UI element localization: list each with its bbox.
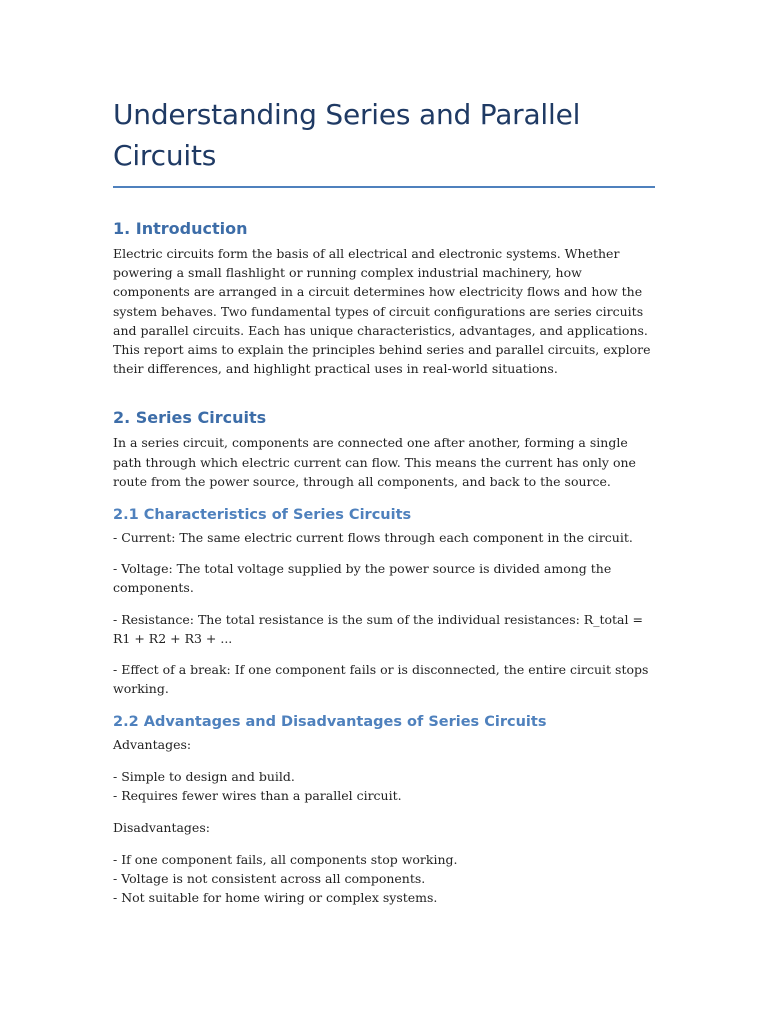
advantages-label: Advantages: xyxy=(113,737,192,753)
advantages-list xyxy=(113,767,655,806)
series-heading: 2. Series Circuits xyxy=(113,408,267,428)
document-title xyxy=(113,94,655,176)
characteristic-item: - Voltage: The total voltage supplied by the power source is divided among the components. xyxy=(113,561,612,596)
list-item: - Simple to design and build. xyxy=(113,768,295,784)
list-item: - Voltage is not consistent across all components. xyxy=(113,871,426,887)
list-item: - Not suitable for home wiring or complex systems. xyxy=(113,890,438,906)
title-line-2: Circuits xyxy=(113,139,217,172)
disadvantages-list xyxy=(113,850,655,908)
characteristic-item: - Resistance: The total resistance is the sum of the individual resistances: R_total = R1 + R2 + R3 + ... xyxy=(113,611,643,646)
series-paragraph: In a series circuit, components are connected one after another, forming a single path through which electric current can flow. This means the current has only one route from the power source, through all components, and back to the source. xyxy=(113,435,636,489)
characteristic-item: - Effect of a break: If one component fails or is disconnected, the entire circuit stops working. xyxy=(113,662,649,697)
characteristics-heading: 2.1 Characteristics of Series Circuits xyxy=(113,507,412,524)
advantages-disadvantages-heading: 2.2 Advantages and Disadvantages of Series Circuits xyxy=(113,714,547,731)
title-divider xyxy=(113,186,655,188)
intro-paragraph: Electric circuits form the basis of all electrical and electronic systems. Whether powering a small flashlight or running complex industrial machinery, how components are arranged in a circuit determines how electricity flows and how the system behaves. Two fundamental types of circuit configurations are series circuits and parallel circuits. Each has unique characteristics, advantages, and applications. This report aims to explain the principles behind series and parallel circuits, explore their differences, and highlight practical uses in real-world situations. xyxy=(113,246,651,377)
list-item: - Requires fewer wires than a parallel circuit. xyxy=(113,788,402,804)
list-item: - If one component fails, all components stop working. xyxy=(113,851,458,867)
characteristic-item: - Current: The same electric current flows through each component in the circuit. xyxy=(113,530,633,546)
title-line-1: Understanding Series and Parallel xyxy=(113,98,581,131)
intro-heading: 1. Introduction xyxy=(113,219,248,238)
disadvantages-label: Disadvantages: xyxy=(113,820,210,836)
document-page xyxy=(113,94,655,908)
